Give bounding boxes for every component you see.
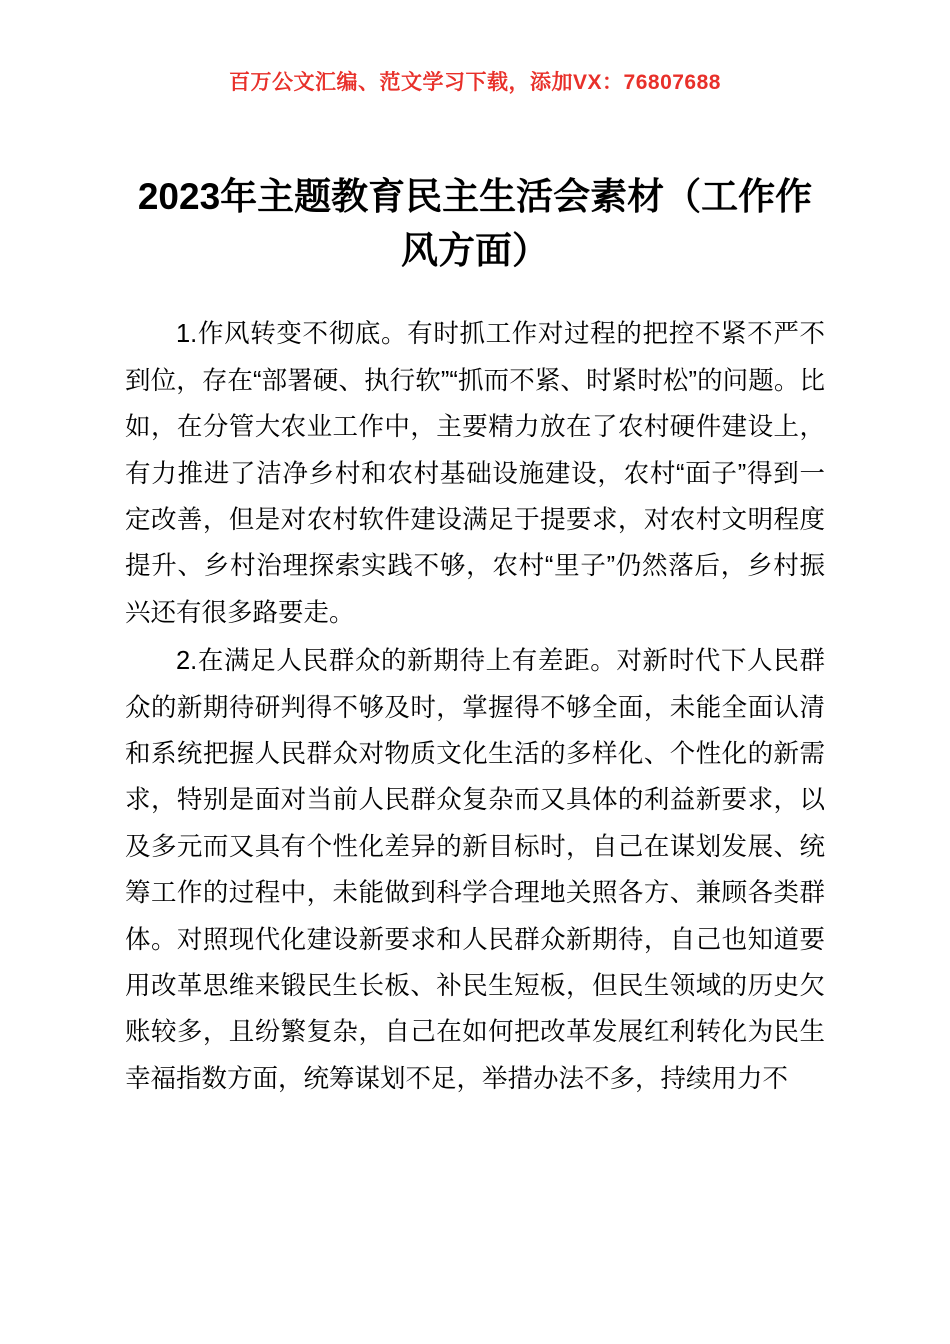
page-title: 2023年主题教育民主生活会素材（工作作风方面） [137,176,813,271]
watermark-text: 百万公文汇编、范文学习下载，添加VX：76807688 [229,71,721,94]
paragraph-2: 2.在满足人民群众的新期待上有差距。对新时代下人民群众的新期待研判得不够及时，掌握得不够全面，未能全面认清和系统把握人民群众对物质文化生活的多样化、个性化的新需求，特别是面对当前人民群众复杂而又具体的利益新要求，以及多元而又具有个性化差异的新目标时，自己在谋划发展、统筹工作的过程中，未能做到科学合理地关照各方、兼顾各类群体。对照现代化建设新要求和人民群众新期待，自己也知道要用改革思维来锻民生长板、补民生短板，但民生领域的历史欠账较多，且纷繁复杂，自己在如何把改革发展红利转化为民生幸福指数方面，统筹谋划不足，举措办法不多，持续用力不 [125,647,825,1093]
paragraph-1: 1.作风转变不彻底。有时抓工作对过程的把控不紧不严不到位，存在“部署硬、执行软”“抓而不紧、时紧时松”的问题。比如，在分管大农业工作中，主要精力放在了农村硬件建设上，有力推进了洁净乡村和农村基础设施建设，农村“面子”得到一定改善，但是对农村软件建设满足于提要求，对农村文明程度提升、乡村治理探索实践不够，农村“里子”仍然落后，乡村振兴还有很多路要走。 [125,320,825,627]
document-body [125,170,825,1104]
